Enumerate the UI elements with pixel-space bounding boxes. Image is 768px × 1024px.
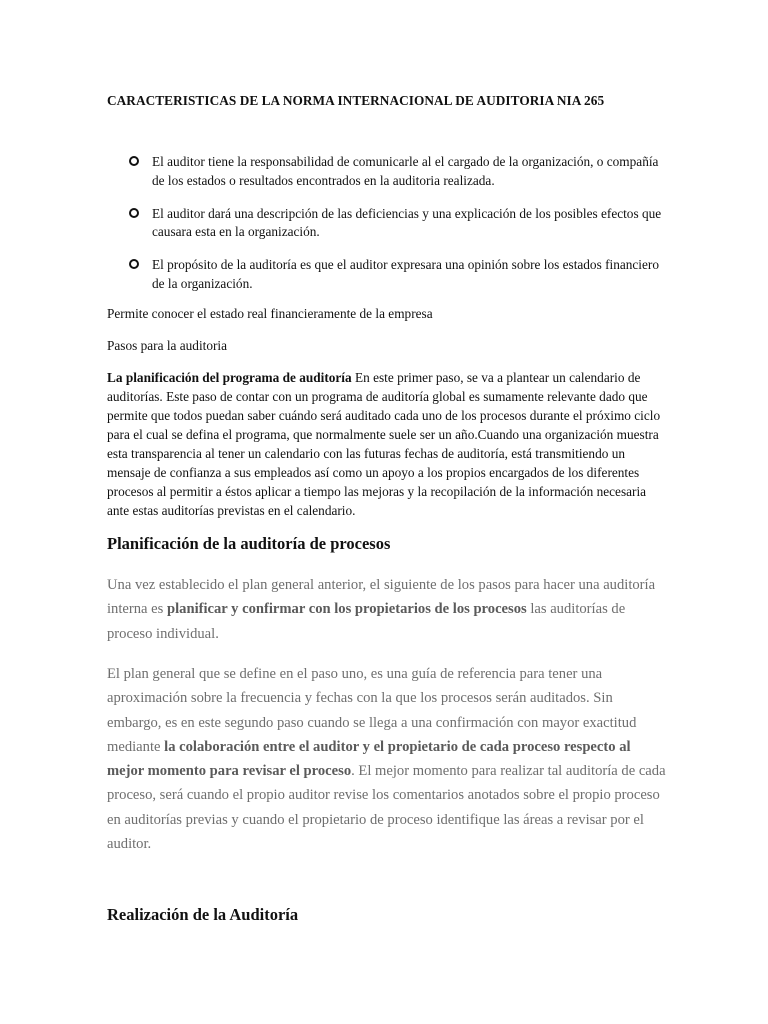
- list-item: [128, 205, 668, 242]
- circle-bullet-icon: [129, 156, 139, 166]
- gray-paragraph-1: [107, 573, 667, 646]
- section-heading-execution: Realización de la Auditoría: [107, 905, 299, 924]
- list-item: [128, 153, 668, 190]
- section-heading-planning: Planificación de la auditoría de procesos: [107, 534, 391, 553]
- paragraph-emphasis: planificar y confirmar con los propietarios de los procesos: [166, 601, 527, 618]
- bullet-list: [128, 153, 668, 308]
- paragraph-body: En este primer paso, se va a plantear un calendario de auditorías. Este paso de contar con un programa de auditoría global es sumamente relevante dado que permite que todos puedan saber cuándo será auditado cada uno de los procesos durante el próximo ciclo para el cual se defina el programa, que normalmente suele ser un año.Cuando una organización muestra esta transparencia al tener un calendario con las futuras fechas de auditoría, está transmitiendo un mensaje de confianza a sus empleados así como un apoyo a los propios encargados de los diferentes procesos al permitir a éstos aplicar a tiempo las mejoras y la recopilación de la información necesaria ante estas auditorías previstas en el calendario.: [107, 370, 661, 518]
- planning-paragraph: [107, 368, 667, 520]
- paragraph-text: Una vez establecido el plan general anterior, el siguiente de los pasos para hacer una auditoría interna es: [107, 577, 656, 618]
- bullet-text: El propósito de la auditoría es que el auditor expresara una opinión sobre los estados financiero de la organización.: [152, 257, 659, 291]
- bullet-text: El auditor dará una descripción de las deficiencias y una explicación de los posibles efectos que causara esta en la organización.: [152, 205, 662, 239]
- circle-bullet-icon: [129, 208, 139, 218]
- gray-paragraph-2: [107, 662, 667, 856]
- paragraph-emphasis: la colaboración entre el auditor y el propietario de cada proceso respecto al mejor momento para revisar el proceso: [107, 738, 631, 780]
- paragraph-lead: La planificación del programa de auditoría: [107, 370, 352, 385]
- circle-bullet-icon: [129, 259, 139, 269]
- bullet-text: El auditor tiene la responsabilidad de comunicarle al el cargado de la organización, o compañía de los estados o resultados encontrados en la auditoria realizada.: [152, 154, 659, 188]
- paragraph-text: El plan general que se define en el paso uno, es una guía de referencia para tener una aproximación sobre la frecuencia y fechas con la que los procesos serán auditados. Sin embargo, es en este segundo paso cuando se llega a una confirmación con mayor exactitud mediante: [107, 666, 637, 755]
- document-title: CARACTERISTICAS DE LA NORMA INTERNACIONAL DE AUDITORIA NIA 265: [107, 93, 605, 108]
- steps-label: Pasos para la auditoria: [107, 338, 228, 353]
- paragraph-text: . El mejor momento para realizar tal auditoría de cada proceso, será cuando el propio auditor revise los comentarios anotados sobre el propio proceso en auditorías previas y cuando el propietario de proceso identifique las áreas a revisar por el auditor.: [107, 763, 666, 853]
- paragraph-text: las auditorías de proceso individual.: [107, 601, 626, 642]
- summary-line: Permite conocer el estado real financieramente de la empresa: [107, 306, 433, 321]
- list-item: [128, 256, 668, 293]
